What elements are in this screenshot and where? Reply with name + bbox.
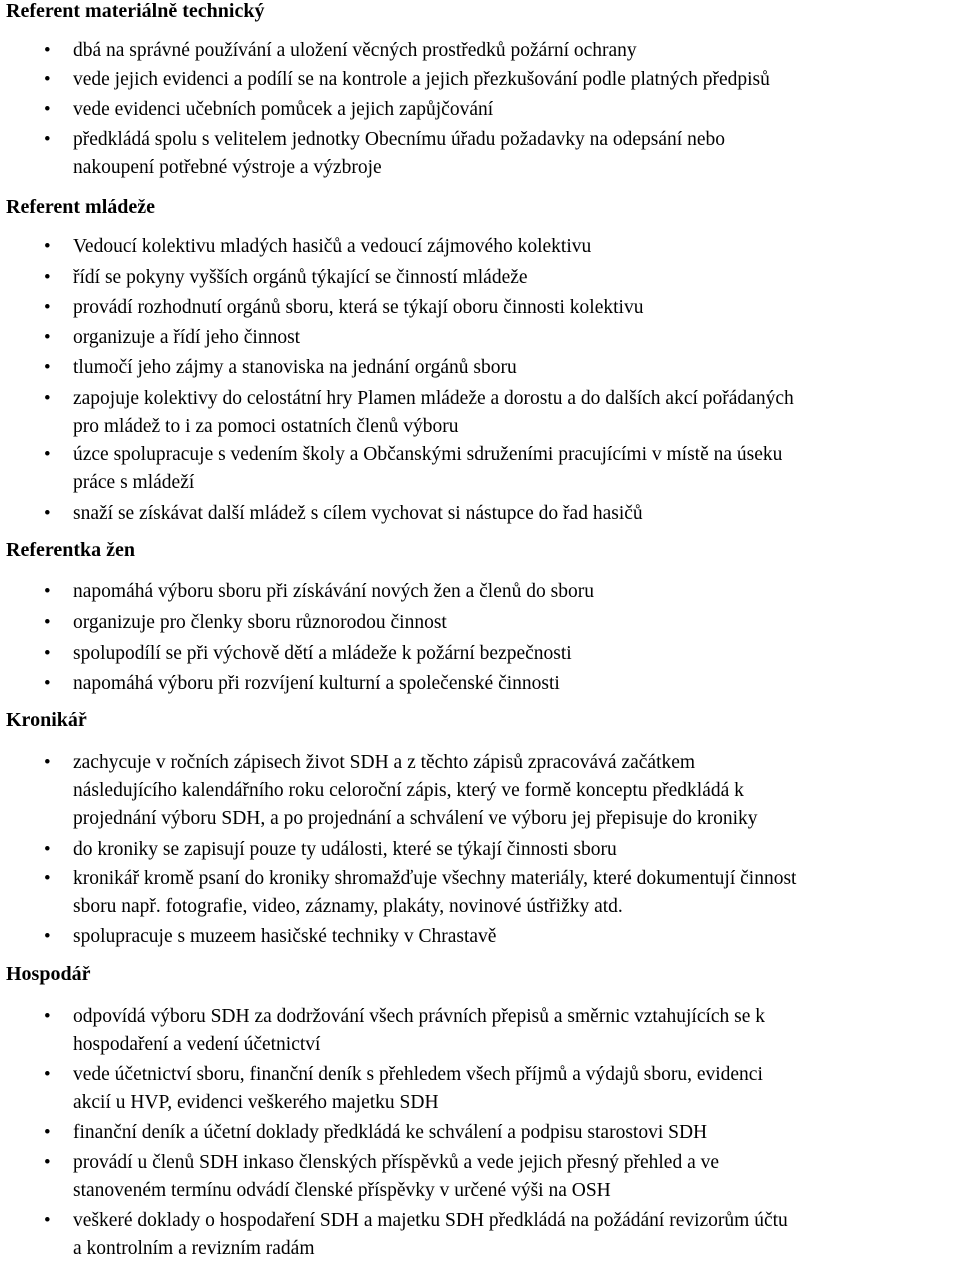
list-item: [44, 1061, 960, 1117]
text-line: napomáhá výboru sboru při získávání nových žen a členů do sboru: [73, 581, 594, 602]
text-line: zachycuje v ročních zápisech život SDH a z těchto zápisů zpracovává začátkem: [73, 752, 696, 773]
list-item: [44, 233, 960, 261]
bullet-icon: •: [44, 612, 51, 633]
text-line: do kroniky se zapisují pouze ty události, které se týkají činnosti sboru: [73, 839, 617, 860]
bullet-icon: •: [44, 388, 51, 409]
bullet-icon: •: [44, 926, 51, 947]
list-item: [44, 294, 960, 322]
list-item-text: [73, 1003, 960, 1059]
list-item-text: [73, 294, 960, 322]
list-item-text: [73, 66, 960, 94]
bullet-icon: •: [44, 1006, 51, 1027]
list-item-text: [73, 1119, 960, 1147]
list-item: [44, 578, 960, 606]
text-line: organizuje pro členky sboru různorodou činnost: [73, 612, 447, 633]
text-line: organizuje a řídí jeho činnost: [73, 327, 301, 348]
bullet-icon: •: [44, 1122, 51, 1143]
bullet-icon: •: [44, 1064, 51, 1085]
text-line: vede evidenci učebních pomůcek a jejich zapůjčování: [73, 99, 494, 120]
text-line: hospodaření a vedení účetnictví: [73, 1034, 321, 1055]
list-item-text: [73, 923, 960, 951]
text-line: stanoveném termínu odvádí členské příspěvky v určené výši na OSH: [73, 1180, 611, 1201]
bullet-icon: •: [44, 868, 51, 889]
text-line: akcií u HVP, evidenci veškerého majetku SDH: [73, 1092, 439, 1113]
list-item-text: [73, 640, 960, 668]
bullet-icon: •: [44, 99, 51, 120]
list-item: [44, 640, 960, 668]
section-heading: Referent materiálně technický: [6, 0, 265, 22]
bullet-icon: •: [44, 752, 51, 773]
text-line: úzce spolupracuje s vedením školy a Občanskými sdruženími pracujícími v místě na úseku: [73, 444, 783, 465]
list-item-text: [73, 96, 960, 124]
text-line: vede účetnictví sboru, finanční deník s přehledem všech příjmů a výdajů sboru, evidenci: [73, 1064, 763, 1085]
text-line: nakoupení potřebné výstroje a výzbroje: [73, 157, 382, 178]
bullet-icon: •: [44, 297, 51, 318]
list-item-text: [73, 836, 960, 864]
text-line: vede jejich evidenci a podílí se na kontrole a jejich přezkušování podle platných předpisů: [73, 69, 770, 90]
list-item: [44, 385, 960, 441]
list-item: [44, 66, 960, 94]
text-line: řídí se pokyny vyšších orgánů týkající se činností mládeže: [73, 267, 528, 288]
section-heading: Referentka žen: [6, 539, 136, 561]
text-line: předkládá spolu s velitelem jednotky Obecnímu úřadu požadavky na odepsání nebo: [73, 129, 725, 150]
list-item-text: [73, 264, 960, 292]
list-item: [44, 264, 960, 292]
list-item: [44, 749, 960, 833]
text-line: provádí u členů SDH inkaso členských příspěvků a vede jejich přesný přehled a ve: [73, 1152, 720, 1173]
bullet-icon: •: [44, 673, 51, 694]
list-item: [44, 923, 960, 951]
list-item-text: [73, 354, 960, 382]
list-item-text: [73, 609, 960, 637]
list-item: [44, 354, 960, 382]
text-line: kronikář kromě psaní do kroniky shromažďuje všechny materiály, které dokumentují činnost: [73, 868, 797, 889]
text-line: odpovídá výboru SDH za dodržování všech právních přepisů a směrnic vztahujících se k: [73, 1006, 766, 1027]
section-heading: Hospodář: [6, 963, 91, 985]
list-item: [44, 441, 960, 497]
list-item-text: [73, 1061, 960, 1117]
bullet-icon: •: [44, 40, 51, 61]
bullet-icon: •: [44, 581, 51, 602]
bullet-icon: •: [44, 444, 51, 465]
text-line: Vedoucí kolektivu mladých hasičů a vedoucí zájmového kolektivu: [73, 236, 592, 257]
bullet-icon: •: [44, 267, 51, 288]
list-item: [44, 96, 960, 124]
bullet-icon: •: [44, 503, 51, 524]
text-line: projednání výboru SDH, a po projednání a schválení ve výboru jej přepisuje do kroniky: [73, 808, 758, 829]
list-item-text: [73, 126, 960, 182]
list-item-text: [73, 865, 960, 921]
list-item: [44, 609, 960, 637]
text-line: pro mládež to i za pomoci ostatních členů výboru: [73, 416, 459, 437]
text-line: spolupodílí se při výchově dětí a mládeže k požární bezpečnosti: [73, 643, 572, 664]
list-item: [44, 500, 960, 528]
list-item-text: [73, 578, 960, 606]
text-line: veškeré doklady o hospodaření SDH a majetku SDH předkládá na požádání revizorům účtu: [73, 1210, 788, 1231]
list-item: [44, 126, 960, 182]
list-item: [44, 37, 960, 65]
text-line: dbá na správné používání a uložení věcných prostředků požární ochrany: [73, 40, 637, 61]
text-line: finanční deník a účetní doklady předkládá ke schválení a podpisu starostovi SDH: [73, 1122, 708, 1143]
bullet-icon: •: [44, 357, 51, 378]
section-heading: Kronikář: [6, 709, 87, 731]
text-line: snaží se získávat další mládež s cílem vychovat si nástupce do řad hasičů: [73, 503, 643, 524]
list-item-text: [73, 500, 960, 528]
text-line: práce s mládeží: [73, 472, 195, 493]
bullet-icon: •: [44, 1152, 51, 1173]
list-item: [44, 670, 960, 698]
bullet-icon: •: [44, 129, 51, 150]
text-line: tlumočí jeho zájmy a stanoviska na jednání orgánů sboru: [73, 357, 517, 378]
bullet-icon: •: [44, 1210, 51, 1231]
list-item: [44, 1149, 960, 1205]
text-line: zapojuje kolektivy do celostátní hry Plamen mládeže a dorostu a do dalších akcí pořádaných: [73, 388, 794, 409]
bullet-icon: •: [44, 643, 51, 664]
text-line: napomáhá výboru při rozvíjení kulturní a společenské činnosti: [73, 673, 560, 694]
list-item-text: [73, 441, 960, 497]
list-item: [44, 1119, 960, 1147]
list-item-text: [73, 1149, 960, 1205]
text-line: a kontrolním a revizním radám: [73, 1238, 315, 1259]
bullet-icon: •: [44, 69, 51, 90]
bullet-icon: •: [44, 236, 51, 257]
list-item-text: [73, 37, 960, 65]
list-item: [44, 324, 960, 352]
list-item-text: [73, 324, 960, 352]
bullet-icon: •: [44, 839, 51, 860]
text-line: sboru např. fotografie, video, záznamy, plakáty, novinové ústřižky atd.: [73, 896, 623, 917]
bullet-icon: •: [44, 327, 51, 348]
text-line: následujícího kalendářního roku celoroční zápis, který ve formě konceptu předkládá k: [73, 780, 744, 801]
list-item-text: [73, 233, 960, 261]
list-item: [44, 1003, 960, 1059]
list-item-text: [73, 670, 960, 698]
text-line: spolupracuje s muzeem hasičské techniky v Chrastavě: [73, 926, 497, 947]
list-item-text: [73, 749, 960, 833]
text-line: provádí rozhodnutí orgánů sboru, která se týkají oboru činnosti kolektivu: [73, 297, 644, 318]
list-item: [44, 865, 960, 921]
list-item: [44, 836, 960, 864]
list-item-text: [73, 385, 960, 441]
section-heading: Referent mládeže: [6, 196, 156, 218]
